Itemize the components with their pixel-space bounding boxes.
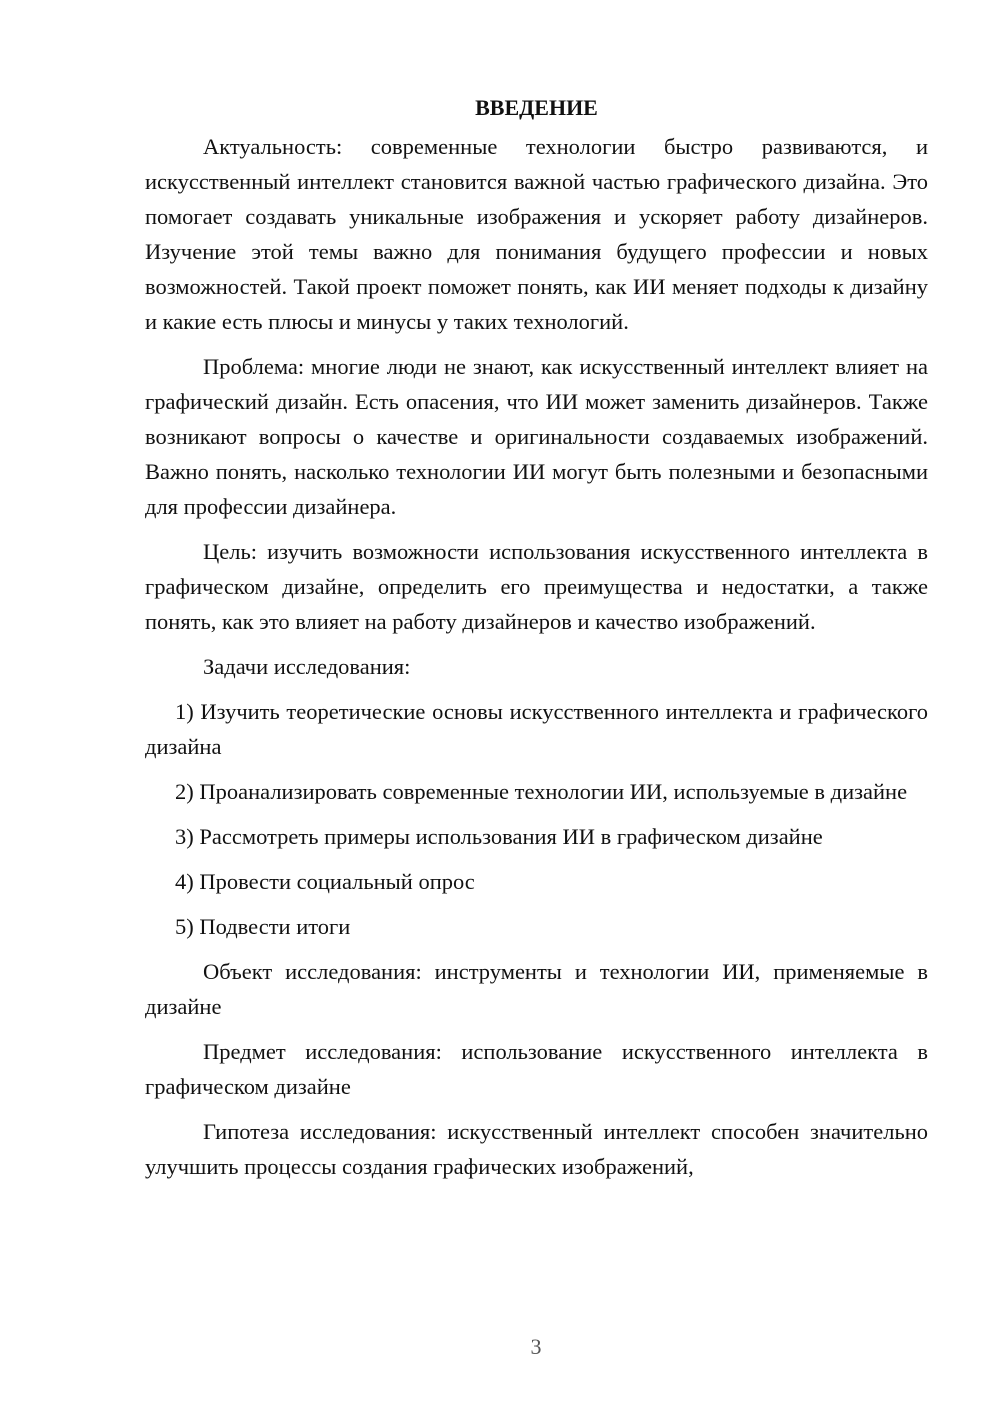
task-item-4: 4) Провести социальный опрос: [175, 869, 475, 894]
task-item-1: 1) Изучить теоретические основы искусственного интеллекта и графического дизайна: [145, 699, 928, 759]
task-item-3: 3) Рассмотреть примеры использования ИИ в графическом дизайне: [175, 824, 823, 849]
paragraph-object: Объект исследования: инструменты и технологии ИИ, применяемые в дизайне: [145, 959, 928, 1019]
page-number: 3: [530, 1334, 542, 1359]
paragraph-subject: Предмет исследования: использование искусственного интеллекта в графическом дизайне: [145, 1039, 928, 1099]
paragraph-hypothesis: Гипотеза исследования: искусственный интеллект способен значительно улучшить процессы создания графических изображений,: [145, 1119, 928, 1179]
task-item-5: 5) Подвести итоги: [175, 914, 351, 939]
paragraph-goal: Цель: изучить возможности использования искусственного интеллекта в графическом дизайне, определить его преимущества и недостатки, а также понять, как это влияет на работу дизайнеров и качество изображений.: [145, 539, 928, 634]
task-item-2: 2) Проанализировать современные технологии ИИ, используемые в дизайне: [175, 779, 908, 804]
paragraph-tasks-intro: Задачи исследования:: [203, 654, 411, 679]
section-heading: ВВЕДЕНИЕ: [475, 95, 598, 120]
paragraph-relevance: Актуальность: современные технологии быстро развиваются, и искусственный интеллект становится важной частью графического дизайна. Это помогает создавать уникальные изображения и ускоряет работу дизайнеров. Изучение этой темы важно для понимания будущего профессии и новых возможностей. Такой проект поможет понять, как ИИ меняет подходы к дизайну и какие есть плюсы и минусы у таких технологий.: [145, 134, 928, 334]
paragraph-problem: Проблема: многие люди не знают, как искусственный интеллект влияет на графический дизайн. Есть опасения, что ИИ может заменить дизайнеров. Также возникают вопросы о качестве и оригинальности создаваемых изображений. Важно понять, насколько технологии ИИ могут быть полезными и безопасными для профессии дизайнера.: [145, 354, 928, 519]
page-content: [145, 90, 928, 1194]
